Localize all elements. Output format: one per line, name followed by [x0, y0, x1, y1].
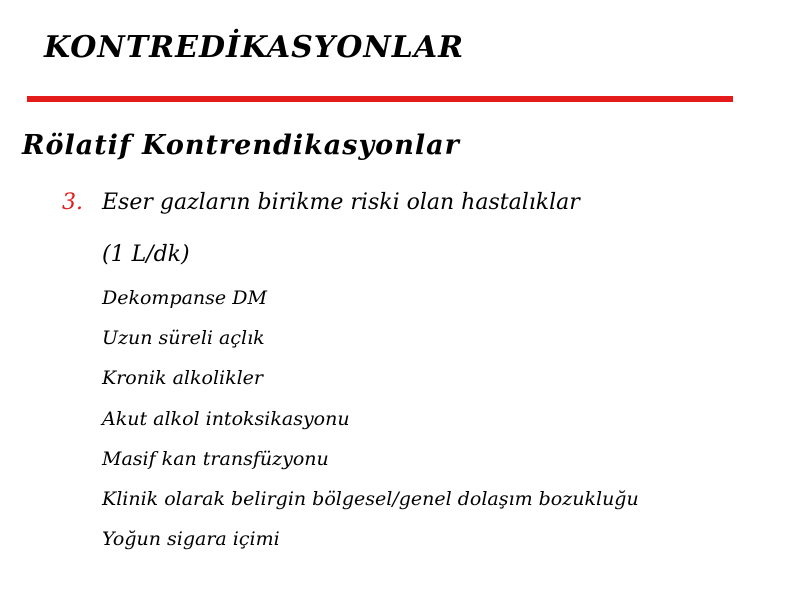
condition-item: Akut alkol intoksikasyonu	[102, 407, 350, 430]
condition-item: Yoğun sigara içimi	[102, 528, 280, 551]
condition-item: Masif kan transfüzyonu	[102, 447, 329, 470]
section-heading: Rölatif Kontrendikasyonlar	[22, 130, 460, 161]
list-item-text: Eser gazların birikme riski olan hastalıklar	[102, 190, 580, 215]
condition-item: Klinik olarak belirgin bölgesel/genel dolaşım bozukluğu	[102, 487, 639, 510]
slide-title: KONTREDİKASYONLAR	[44, 30, 465, 65]
list-item-number: 3.	[62, 190, 83, 215]
numbered-list-item	[62, 190, 580, 215]
condition-item: Kronik alkolikler	[102, 367, 264, 390]
condition-list	[102, 286, 639, 567]
condition-item: Dekompanse DM	[102, 287, 267, 309]
title-divider	[27, 96, 733, 102]
condition-item: Uzun süreli açlık	[102, 327, 265, 350]
flow-rate-note: (1 L/dk)	[102, 242, 190, 267]
